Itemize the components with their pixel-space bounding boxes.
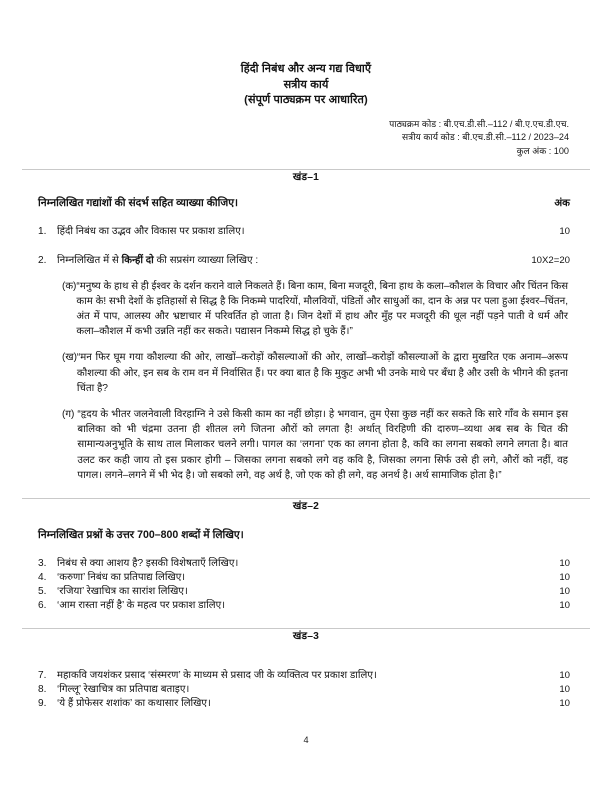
marks-column-header: अंक [554,197,570,209]
question-row [0,225,612,239]
question-text-emphasis: किन्हीं दो [121,254,154,266]
question-number: 1. [38,225,47,237]
question-row [0,571,612,585]
question-number: 4. [38,571,47,583]
section-1-heading-row [0,195,612,210]
course-code-block [0,118,612,158]
question-marks: 10 [559,225,570,237]
section-2-instruction: निम्नलिखित प्रश्नों के उत्तर 700–800 शब्दों में लिखिए। [38,528,244,541]
question-text [57,254,514,268]
section-label-khand-3: खंड–3 [292,630,320,642]
passage-text: “मनुष्य के हाथ से ही ईश्वर के दर्शन कराने वाले निकलते हैं। बिना काम, बिना मजदूरी, बिना हाथ के कला–कौशल के विचार और चिंतन किस काम के! सभी देशों के इतिहासों से सिद्ध है कि निकम्मे पादरियों, मौलवियों, पंडितों और साधुओं का, दान के अन्न पर पला हुआ ईश्वर–चिंतन, अंत में पाप, आलस्य और भ्रष्टाचार में परिवर्तित हो जाता है। जिन देशों में हाथ और मुँह पर मजदूरी की धूल नहीं पड़ने पाती वे धर्म और कला–कौशल में कभी उन्नति नहीं कर सकते। पद्यासन निकम्मे सिद्ध हो चुके हैं।” [76,280,568,338]
passage-text: “मन फिर घूम गया कौशल्या की ओर, लाखों–करोड़ों कौसल्याओं की ओर, लाखों–करोड़ों कौसल्याओं के द्वारा मुखरित एक अनाम–अरूप कौशल्या की ओर, इन सब के राम वन में निर्वासित हैं। पर क्या बात है कि मुकुट अभी भी उनके माथे पर बँधा है और उसी के भीगने की इतना चिंता है? [76,352,568,394]
page-number: 4 [303,735,309,745]
question-marks: 10 [559,557,570,569]
question-row [0,669,612,683]
question-marks: 10X2=20 [531,254,570,266]
question-number: 3. [38,557,47,569]
passage-block [0,407,612,483]
question-text: ‘ये हैं प्रोफेसर शशांक’ का कथासार लिखिए। [57,697,211,709]
question-text: ‘आम रास्ता नहीं है’ के महत्व पर प्रकाश डालिए। [57,599,226,611]
question-marks: 10 [559,669,570,681]
section-2-heading-row [0,528,612,542]
question-row [0,557,612,571]
page-title: हिंदी निबंध और अन्य गद्य विधाएँ [240,63,372,75]
question-number: 2. [38,254,47,266]
passage-text: “हृदय के भीतर जलनेवाली विरहाग्नि ने उसे किसी काम का नहीं छोड़ा। हे भगवान, तुम ऐसा कुछ नहीं कर सकते कि सारे गाँव के समान इस बालिका को भी चंद्रमा उतना ही शीतल लगे जितना औरों को लगता है! अर्थात् विरहिणी की दारुण–व्यथा अब सब के चित की सामान्यअनुभूति के साथ ताल मिलाकर चलने लगी। पागल का ‘लगना’ एक का लगना होता है, कवि का लगना सबको लगने लगता है। बात उलट कर कही जाय तो इस प्रकार होगी – जिसका लगना सबको लगे वह कवि है, जिसका लगना सिर्फ उसे ही लगे, औरों को नहीं, वह पागल। लगने–लगने में भी भेद है। जो सबको लगे, वह अर्थ है, जो एक को ही लगे, वह अनर्थ है। अर्थ सामाजिक होता है।” [77,408,568,481]
passage-label: (क) [62,280,77,292]
question-text: महाकवि जयशंकर प्रसाद ‘संस्मरण’ के माध्यम से प्रसाद जी के व्यक्तित्व पर प्रकाश डालिए। [57,669,377,681]
question-number: 9. [38,697,47,709]
question-row [0,585,612,599]
document-title-block [0,62,612,109]
question-number: 7. [38,669,47,681]
question-marks: 10 [559,585,570,597]
document-subtitle-secondary: (संपूर्ण पाठ्यक्रम पर आधारित) [244,94,368,106]
question-row [0,697,612,711]
passage-block [0,279,612,340]
total-marks: कुल अंक : 100 [516,145,569,156]
question-marks: 10 [559,697,570,709]
question-row [0,599,612,613]
passage-label: (ख) [62,352,77,364]
question-number: 5. [38,585,47,597]
question-number: 6. [38,599,47,611]
passage-label: (ग) [62,408,75,420]
assignment-code: सत्रीय कार्य कोड : बी.एच.डी.सी.–112 / 2023–24 [402,131,569,142]
section-label-khand-2: खंड–2 [292,500,320,512]
question-text: ‘रजिया’ रेखाचित्र का सारांश लिखिए। [57,585,188,597]
course-code: पाठ्यक्रम कोड : बी.एच.डी.सी.–112 / बी.ए.एच.डी.एच. [389,118,569,129]
document-subtitle: सत्रीय कार्य [283,78,329,91]
question-text: हिंदी निबंध का उद्भव और विकास पर प्रकाश डालिए। [57,225,245,237]
question-marks: 10 [559,599,570,611]
section-1-instruction: निम्नलिखित गद्यांशों की संदर्भ सहित व्याख्या कीजिए। [38,196,239,209]
question-marks: 10 [559,571,570,583]
question-row [0,254,612,268]
passage-block [0,350,612,396]
question-number: 8. [38,683,47,695]
question-row [0,683,612,697]
question-text: ‘गिल्लू’ रेखाचित्र का प्रतिपाद्य बताइए। [57,683,190,695]
question-text: ‘करुणा’ निबंध का प्रतिपाद्य लिखिए। [57,571,186,583]
section-label-khand-1: खंड–1 [292,171,320,183]
question-text: निबंध से क्या आशय है? इसकी विशेषताएँ लिखिए। [57,557,239,569]
question-text-suffix: की सप्रसंग व्याख्या लिखिए : [153,254,259,266]
question-text-prefix: निम्नलिखित में से [57,254,122,266]
question-marks: 10 [559,683,570,695]
